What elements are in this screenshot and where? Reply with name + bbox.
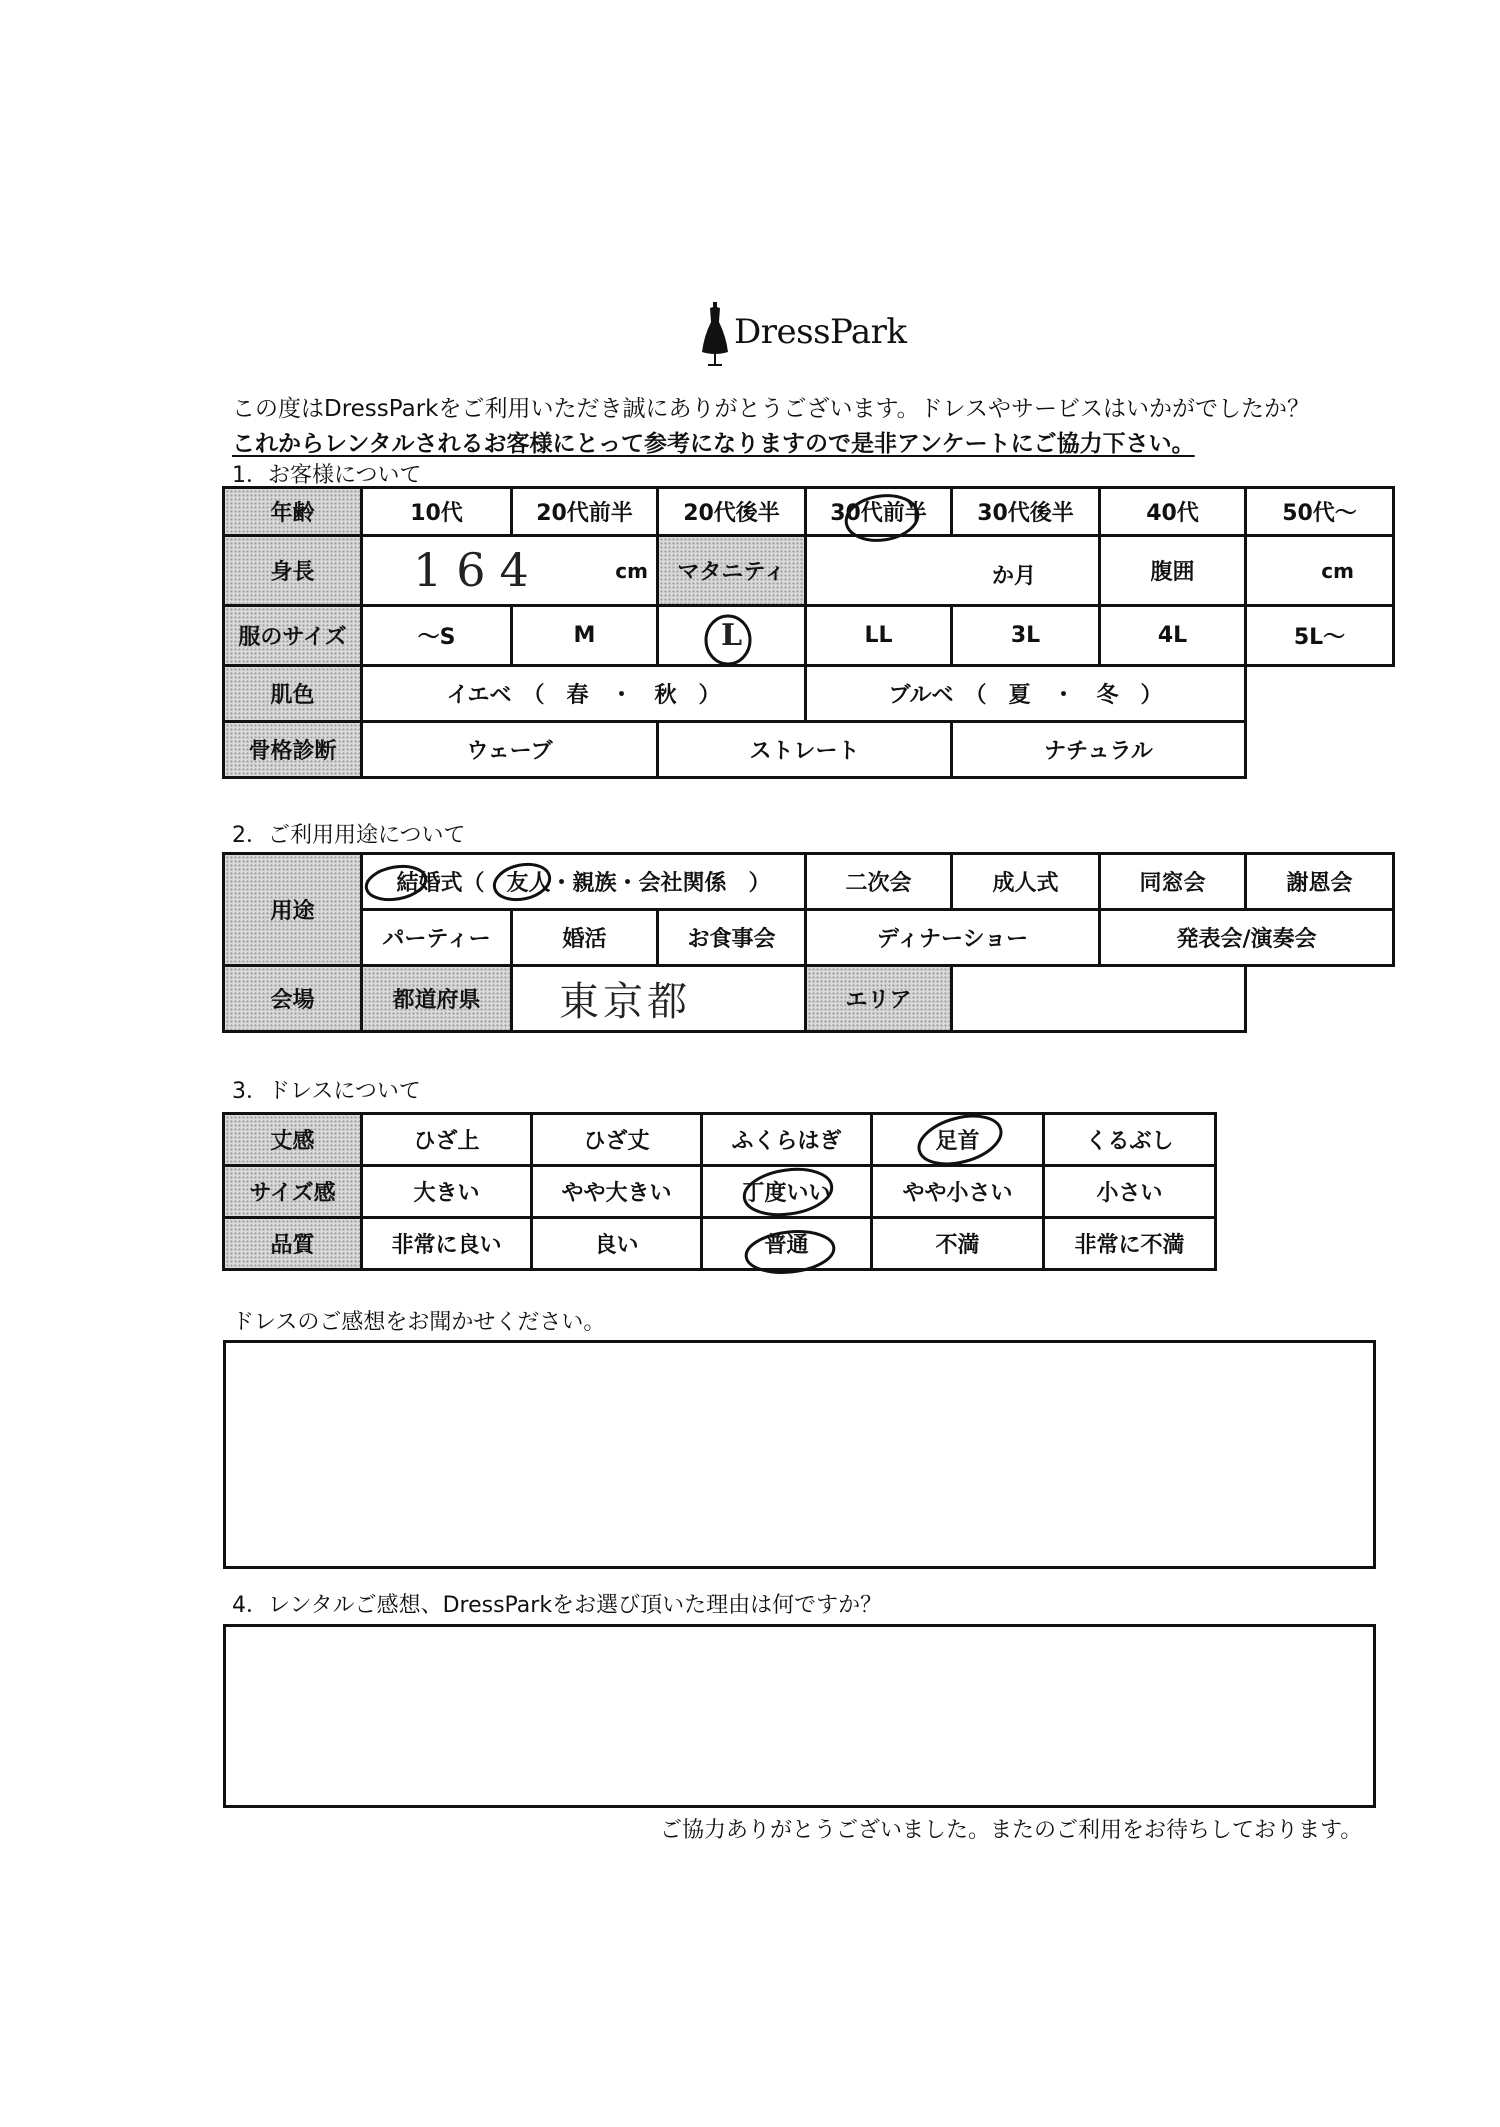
purpose-option-coming-of-age[interactable]: 成人式 [952, 854, 1100, 910]
section2-title: 2．ご利用用途について [232, 823, 466, 848]
customer-info-table [222, 486, 1395, 779]
length-option-calf[interactable]: ふくらはぎ [702, 1114, 872, 1166]
quality-option-average[interactable]: 普通 [702, 1218, 872, 1270]
purpose-option-thank-you-party[interactable]: 謝恩会 [1246, 854, 1394, 910]
waist-label: 腹囲 [1100, 536, 1246, 606]
section3-title: 3．ドレスについて [232, 1079, 421, 1104]
size-option-ll[interactable]: LL [806, 606, 952, 666]
height-field[interactable] [362, 536, 658, 606]
age-option-40s[interactable]: 40代 [1100, 488, 1246, 536]
maternity-month-unit: か月 [991, 564, 1036, 589]
age-option-early-30s[interactable]: 30代前半 [806, 488, 952, 536]
purpose-row-1 [224, 854, 1394, 910]
skin-label: 肌色 [224, 666, 362, 722]
length-option-knee[interactable]: ひざ丈 [532, 1114, 702, 1166]
fit-option-slightly-small[interactable]: やや小さい [872, 1166, 1044, 1218]
fit-option-slightly-large[interactable]: やや大きい [532, 1166, 702, 1218]
rental-comment-box[interactable] [223, 1624, 1376, 1808]
waist-field[interactable] [1246, 536, 1394, 606]
size-option-m[interactable]: M [512, 606, 658, 666]
prefecture-value: 東京都 [559, 979, 691, 1025]
size-option-l[interactable]: L [658, 606, 806, 666]
quality-option-very-dissatisfied[interactable]: 非常に不満 [1044, 1218, 1216, 1270]
height-value: 164 [413, 543, 543, 597]
skin-row [224, 666, 1394, 722]
frame-option-straight[interactable]: ストレート [658, 722, 952, 778]
purpose-option-recital[interactable]: 発表会/演奏会 [1100, 910, 1394, 966]
purpose-option-after-party[interactable]: 二次会 [806, 854, 952, 910]
size-option-5l-plus[interactable]: 5L～ [1246, 606, 1394, 666]
section1-title: 1．お客様について [232, 463, 422, 488]
size-row [224, 606, 1394, 666]
purpose-option-party[interactable]: パーティー [362, 910, 512, 966]
logo-text: DressPark [734, 312, 907, 352]
venue-label: 会場 [224, 966, 362, 1032]
age-option-late-20s[interactable]: 20代後半 [658, 488, 806, 536]
dress-comment-prompt: ドレスのご感想をお聞かせください。 [232, 1310, 606, 1335]
prefecture-label: 都道府県 [362, 966, 512, 1032]
length-option-ankle[interactable]: 足首 [872, 1114, 1044, 1166]
frame-label: 骨格診断 [224, 722, 362, 778]
venue-row [224, 966, 1394, 1032]
prefecture-field[interactable] [512, 966, 806, 1032]
section4-title: 4．レンタルご感想、DressParkをお選び頂いた理由は何ですか？ [232, 1593, 883, 1618]
age-option-late-30s[interactable]: 30代後半 [952, 488, 1100, 536]
purpose-option-matchmaking[interactable]: 婚活 [512, 910, 658, 966]
quality-option-dissatisfied[interactable]: 不満 [872, 1218, 1044, 1270]
closing-message: ご協力ありがとうございました。またのご利用をお待ちしております。 [660, 1818, 1363, 1843]
fit-label: サイズ感 [224, 1166, 362, 1218]
length-row [224, 1114, 1216, 1166]
skin-yellow-base[interactable]: イエベ （ 春 ・ 秋 ） [362, 666, 806, 722]
length-option-above-knee[interactable]: ひざ上 [362, 1114, 532, 1166]
maternity-label: マタニティ [658, 536, 806, 606]
fit-option-small[interactable]: 小さい [1044, 1166, 1216, 1218]
quality-option-good[interactable]: 良い [532, 1218, 702, 1270]
purpose-option-reunion[interactable]: 同窓会 [1100, 854, 1246, 910]
intro-line-1: この度はDressParkをご利用いただき誠にありがとうございます。ドレスやサービスはいかがでしたか？ [232, 396, 1310, 422]
purpose-option-dinner-party[interactable]: お食事会 [658, 910, 806, 966]
size-option-4l[interactable]: 4L [1100, 606, 1246, 666]
dress-icon [700, 300, 730, 370]
area-label: エリア [806, 966, 952, 1032]
age-row [224, 488, 1394, 536]
age-label: 年齢 [224, 488, 362, 536]
size-option-3l[interactable]: 3L [952, 606, 1100, 666]
quality-option-very-good[interactable]: 非常に良い [362, 1218, 532, 1270]
quality-row [224, 1218, 1216, 1270]
size-option-s[interactable]: ～S [362, 606, 512, 666]
frame-row [224, 722, 1394, 778]
intro-line-2: これからレンタルされるお客様にとって参考になりますので是非アンケートにご協力下さい。 [232, 431, 1195, 457]
height-row [224, 536, 1394, 606]
height-label: 身長 [224, 536, 362, 606]
fit-option-just-right[interactable]: 丁度いい [702, 1166, 872, 1218]
size-label: 服のサイズ [224, 606, 362, 666]
frame-option-natural[interactable]: ナチュラル [952, 722, 1246, 778]
age-option-50s-plus[interactable]: 50代～ [1246, 488, 1394, 536]
purpose-row-2 [224, 910, 1394, 966]
dress-table [222, 1112, 1217, 1271]
dresspark-logo [700, 300, 910, 370]
height-unit: cm [615, 559, 648, 583]
purpose-label: 用途 [224, 854, 362, 966]
fit-row [224, 1166, 1216, 1218]
purpose-table [222, 852, 1395, 1033]
dress-comment-box[interactable] [223, 1340, 1376, 1569]
purpose-option-wedding[interactable]: 結婚式（ 友人・親族・会社関係 ） [362, 854, 806, 910]
purpose-option-dinner-show[interactable]: ディナーショー [806, 910, 1100, 966]
area-field[interactable] [952, 966, 1246, 1032]
age-option-early-20s[interactable]: 20代前半 [512, 488, 658, 536]
length-label: 丈感 [224, 1114, 362, 1166]
waist-unit: cm [1321, 559, 1354, 583]
quality-label: 品質 [224, 1218, 362, 1270]
maternity-months-field[interactable] [806, 536, 1100, 606]
age-option-10s[interactable]: 10代 [362, 488, 512, 536]
fit-option-large[interactable]: 大きい [362, 1166, 532, 1218]
length-option-ankle-bone[interactable]: くるぶし [1044, 1114, 1216, 1166]
skin-blue-base[interactable]: ブルベ （ 夏 ・ 冬 ） [806, 666, 1246, 722]
frame-option-wave[interactable]: ウェーブ [362, 722, 658, 778]
